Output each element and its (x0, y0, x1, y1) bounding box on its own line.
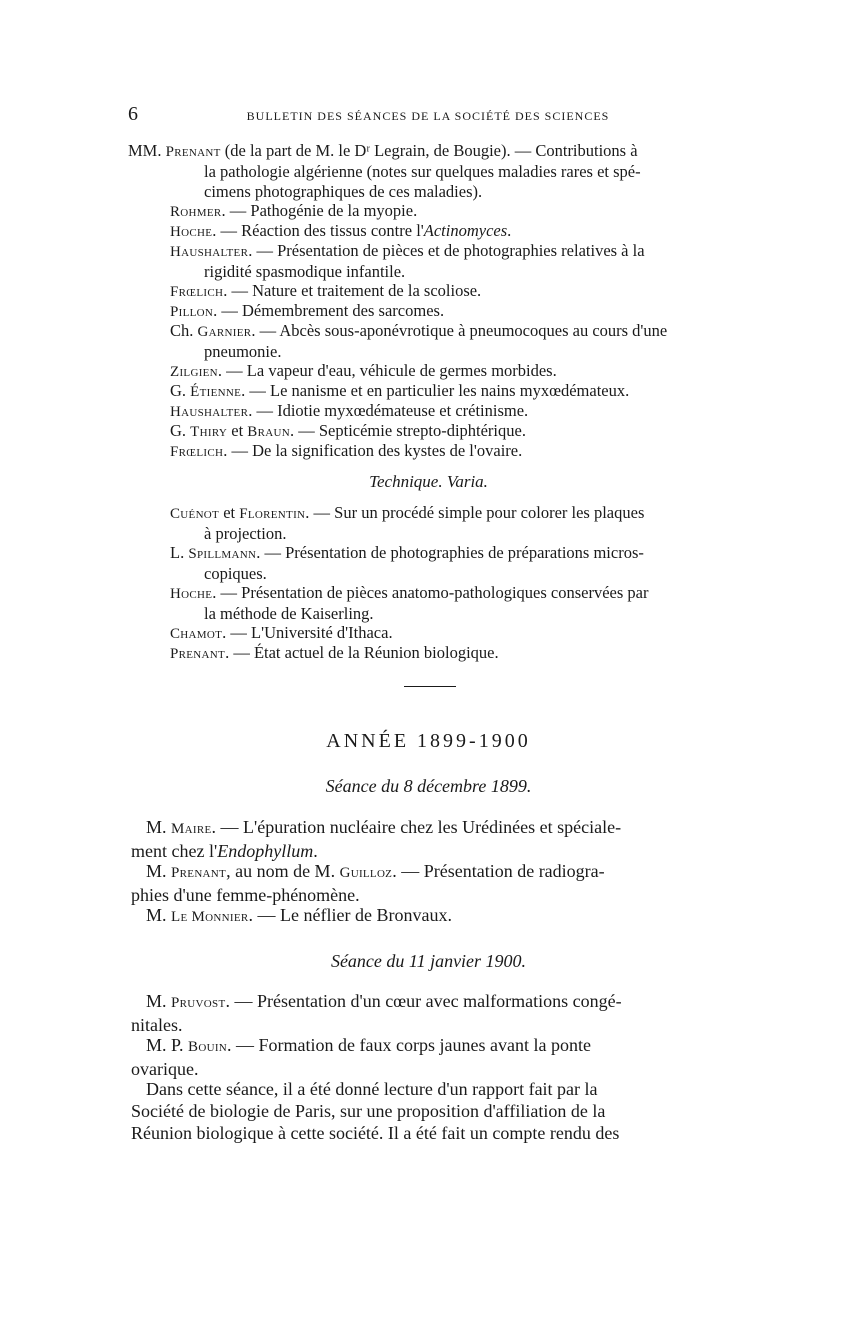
para-text: . — Présentation de radiogra- (392, 861, 605, 881)
paragraph-affiliation (131, 1078, 728, 1144)
entry-haushalter-rigidite (170, 241, 645, 282)
entry-cuenot-florentin (170, 503, 644, 544)
entry-chamot (170, 623, 393, 644)
entry-text: et (219, 503, 240, 522)
year-title: ANNÉE 1899-1900 (326, 730, 531, 752)
entry-haushalter-idiotie (170, 401, 528, 422)
section-heading-technique: Technique. Varia. (369, 472, 488, 491)
seance-title-1: Séance du 8 décembre 1899. (325, 776, 532, 796)
para-text: . (313, 841, 318, 861)
paragraph-maire (131, 816, 728, 862)
entry-text: copiques. (204, 564, 267, 583)
entry-text: . — L'Université d'Ithaca. (222, 623, 393, 642)
entry-author: Garnier (197, 324, 252, 340)
entry-spillmann (170, 543, 644, 584)
entry-prenant-etat (170, 643, 499, 664)
entry-text: et (227, 421, 248, 440)
para-text: . — L'épuration nucléaire chez les Urédinées et spéciale- (211, 817, 622, 837)
entry-text: . — De la signification des kystes de l'ovaire. (223, 441, 523, 460)
entry-author: Haushalter (170, 244, 249, 260)
para-text: ovarique. (131, 1059, 199, 1079)
para-prefix: M. (146, 817, 172, 837)
para-text: ment chez l' (131, 841, 218, 861)
entry-text: . — Présentation de photographies de préparations micros- (256, 543, 644, 562)
entry-author: Chamot (170, 626, 223, 642)
para-text: . — Présentation d'un cœur avec malformations congé- (225, 991, 622, 1011)
para-italic: Endophyllum (217, 841, 314, 861)
entry-froelich-scoliose (170, 281, 481, 302)
entry-author: Pillon (170, 304, 214, 320)
page-header (128, 103, 728, 133)
para-author: Maire (171, 821, 212, 837)
entry-prefix: G. (170, 421, 191, 440)
para-author: Le Monnier (171, 909, 249, 925)
entry-hoche-actinomyces (170, 221, 511, 242)
para-text: . — Le néflier de Bronvaux. (248, 905, 452, 925)
entry-author: Hoche (170, 224, 213, 240)
entry-thiry-braun (170, 421, 526, 442)
para-prefix: M. (146, 991, 172, 1011)
entry-text: . — Réaction des tissus contre l' (212, 221, 424, 240)
entry-text: rigidité spasmodique infantile. (204, 262, 406, 281)
entry-prenant-legrain (128, 141, 641, 202)
para-author: Pruvost (171, 995, 226, 1011)
page-number: 6 (128, 103, 138, 125)
entry-text: . — Présentation de pièces et de photographies relatives à la (248, 241, 645, 260)
entry-text: la méthode de Kaiserling. (204, 604, 374, 623)
entry-author: Prenant (170, 646, 226, 662)
section-divider (404, 686, 456, 687)
para-text: , au nom de M. (226, 861, 340, 881)
paragraph-le-monnier (131, 904, 728, 928)
entry-author: Zilgien (170, 364, 218, 380)
entry-text: . — Démembrement des sarcomes. (213, 301, 445, 320)
entry-author: Cuénot (170, 506, 220, 522)
entry-etienne (170, 381, 629, 402)
entry-author: Étienne (190, 384, 242, 400)
entry-prefix: Ch. (170, 321, 198, 340)
paragraph-bouin (131, 1034, 728, 1080)
para-text: Société de biologie de Paris, sur une proposition d'affiliation de la (131, 1101, 606, 1121)
para-prefix: M. (146, 861, 172, 881)
entry-text: . — La vapeur d'eau, véhicule de germes morbides. (217, 361, 557, 380)
entry-zilgien (170, 361, 557, 382)
entry-author: Spillmann (188, 546, 257, 562)
paragraph-prenant-guilloz (131, 860, 728, 906)
paragraph-pruvost (131, 990, 728, 1036)
entry-text: cimens photographiques de ces maladies). (204, 182, 483, 201)
para-text: Dans cette séance, il a été donné lecture d'un rapport fait par la (146, 1079, 598, 1099)
entry-italic: Actinomyces (423, 221, 508, 240)
entry-text: . — Septicémie strepto-diphtérique. (289, 421, 526, 440)
entry-author: Prenant (165, 144, 221, 160)
entry-text: . (507, 221, 512, 240)
para-prefix: M. P. (146, 1035, 189, 1055)
entry-text: la pathologie algérienne (notes sur quelques maladies rares et spé- (204, 162, 641, 181)
entry-text: . — Sur un procédé simple pour colorer les plaques (305, 503, 645, 522)
entry-author: Florentin (239, 506, 306, 522)
para-author: Bouin (188, 1039, 228, 1055)
entry-author: Hoche (170, 586, 213, 602)
entry-text: (de la part de M. le Dʳ Legrain, de Bougie). — Contributions à (220, 141, 638, 160)
entry-hoche-kaiserling (170, 583, 648, 624)
running-head: BULLETIN DES SÉANCES DE LA SOCIÉTÉ DES SCIENCES (246, 109, 610, 123)
entry-garnier (170, 321, 667, 362)
para-text: nitales. (131, 1015, 183, 1035)
entry-author: Rohmer (170, 204, 222, 220)
entry-text: . — Abcès sous-aponévrotique à pneumocoques au cours d'une (251, 321, 668, 340)
para-text: phies d'une femme-phénomène. (131, 885, 360, 905)
para-text: . — Formation de faux corps jaunes avant la ponte (227, 1035, 591, 1055)
entry-author: Thiry (190, 424, 228, 440)
para-author: Guilloz (339, 865, 393, 881)
entry-author: Frœlich (170, 284, 224, 300)
entry-author: Braun (247, 424, 290, 440)
para-author: Prenant (171, 865, 227, 881)
entry-froelich-kystes (170, 441, 522, 462)
entry-text: à projection. (204, 524, 287, 543)
entry-text: . — Présentation de pièces anatomo-pathologiques conservées par (212, 583, 649, 602)
entry-author: Frœlich (170, 444, 224, 460)
entry-text: . — Pathogénie de la myopie. (221, 201, 418, 220)
seance-title-2: Séance du 11 janvier 1900. (330, 951, 527, 971)
entry-prefix: L. (170, 543, 189, 562)
entry-rohmer (170, 201, 417, 222)
para-text: Réunion biologique à cette société. Il a été fait un compte rendu des (131, 1123, 620, 1143)
entry-prefix: G. (170, 381, 191, 400)
entry-prefix: MM. (128, 141, 166, 160)
entry-author: Haushalter (170, 404, 249, 420)
entry-text: . — État actuel de la Réunion biologique. (225, 643, 499, 662)
entry-text: . — Le nanisme et en particulier les nains myxœdémateux. (241, 381, 630, 400)
entry-text: pneumonie. (204, 342, 282, 361)
entry-pillon (170, 301, 444, 322)
entry-text: . — Idiotie myxœdémateuse et crétinisme. (248, 401, 529, 420)
entry-text: . — Nature et traitement de la scoliose. (223, 281, 482, 300)
para-prefix: M. (146, 905, 172, 925)
